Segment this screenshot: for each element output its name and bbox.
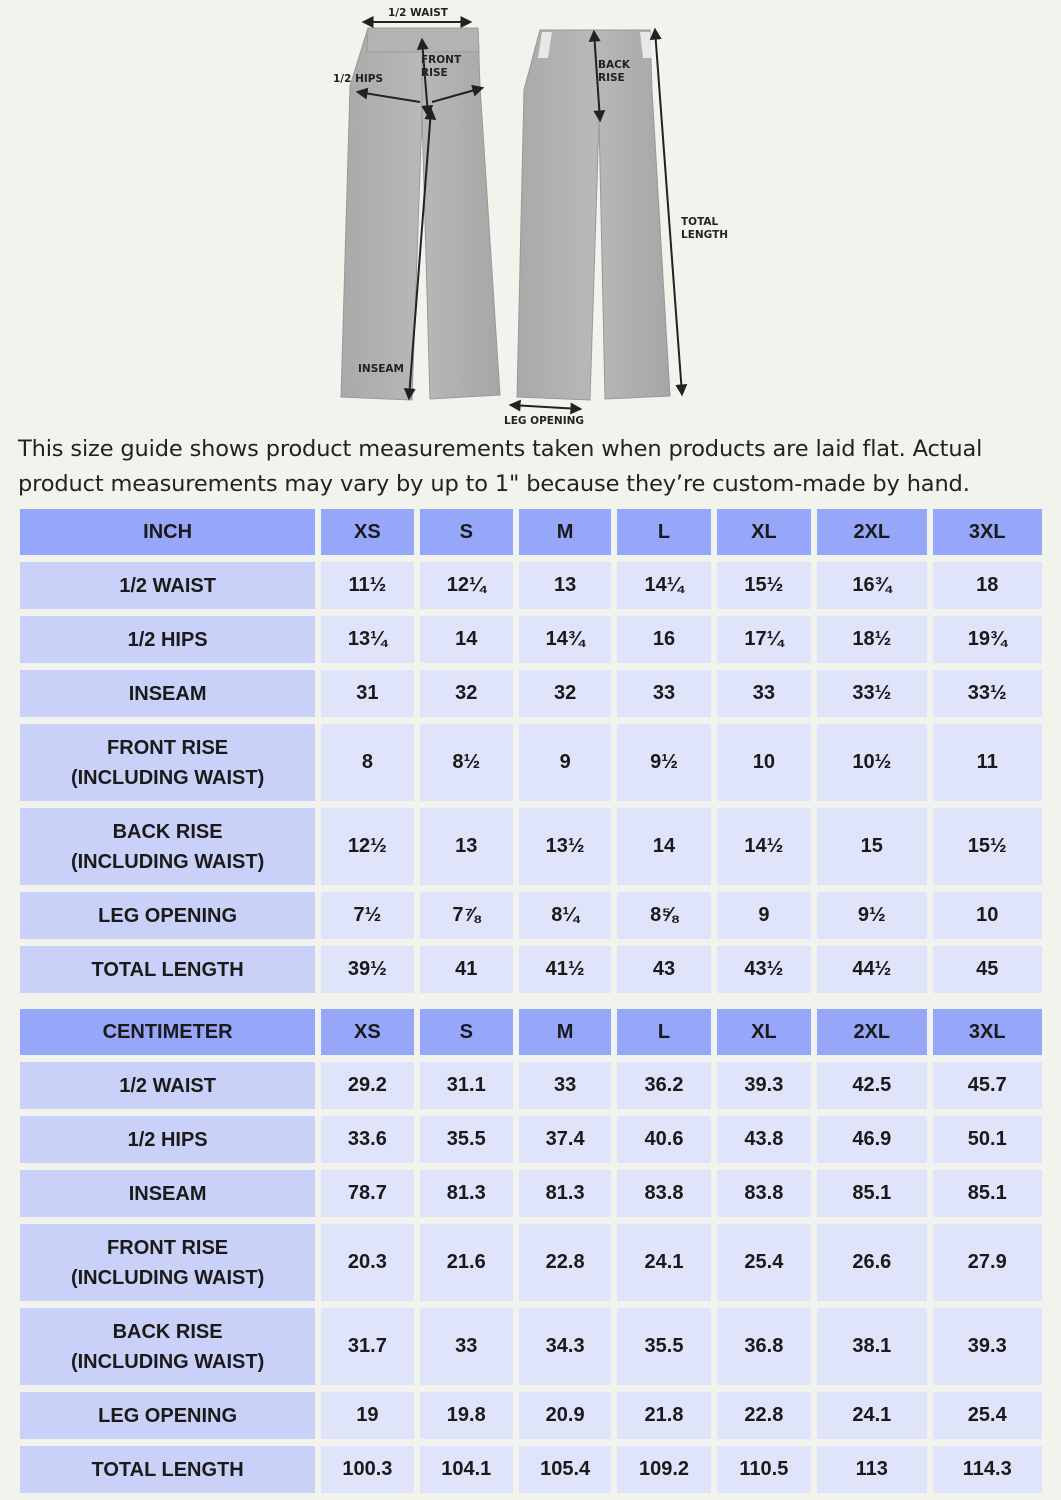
measurement-cell: 33½ [933,670,1042,717]
measurement-cell: 10½ [817,724,926,801]
measurement-cell: 11½ [321,562,413,609]
half-waist-label: 1/2 WAIST [388,7,448,19]
measurement-cell: 50.1 [933,1116,1042,1163]
measurement-cell: 19¾ [933,616,1042,663]
measurement-cell: 33 [717,670,811,717]
measurement-cell: 8¼ [519,892,611,939]
measurement-cell: 10 [933,892,1042,939]
measurement-cell: 9 [717,892,811,939]
measurement-cell: 27.9 [933,1224,1042,1301]
measurement-cell: 43 [617,946,710,993]
row-label: BACK RISE (INCLUDING WAIST) [20,1308,315,1385]
measurement-cell: 19.8 [420,1392,513,1439]
measurement-cell: 29.2 [321,1062,413,1109]
measurement-cell: 43.8 [717,1116,811,1163]
measurement-cell: 7⅞ [420,892,513,939]
measurement-cell: 110.5 [717,1446,811,1493]
row-label: BACK RISE (INCLUDING WAIST) [20,808,315,885]
measurement-cell: 45 [933,946,1042,993]
row-label: 1/2 WAIST [20,562,315,609]
row-label: 1/2 HIPS [20,1116,315,1163]
table-row [20,892,1042,939]
measurement-cell: 109.2 [617,1446,710,1493]
back-rise-label: BACK RISE [598,59,630,84]
size-header: 2XL [817,509,926,555]
size-header: L [617,509,710,555]
size-header: 2XL [817,1009,926,1055]
measurement-cell: 13 [519,562,611,609]
size-header: S [420,1009,513,1055]
measurement-cell: 21.8 [617,1392,710,1439]
measurement-cell: 15 [817,808,926,885]
table-row [20,1062,1042,1109]
size-header: M [519,509,611,555]
measurement-cell: 85.1 [817,1170,926,1217]
size-header: XL [717,1009,811,1055]
table-row [20,1308,1042,1385]
measurement-cell: 81.3 [420,1170,513,1217]
measurement-cell: 33½ [817,670,926,717]
measurement-cell: 7½ [321,892,413,939]
measurement-cell: 14½ [717,808,811,885]
measurement-cell: 113 [817,1446,926,1493]
measurement-cell: 36.2 [617,1062,710,1109]
table-row [20,1224,1042,1301]
measurement-cell: 36.8 [717,1308,811,1385]
inseam-label: INSEAM [358,363,405,375]
measurement-cell: 31.7 [321,1308,413,1385]
measurement-cell: 41 [420,946,513,993]
back-pants-shape [517,30,670,400]
measurement-cell: 85.1 [933,1170,1042,1217]
table-row [20,724,1042,801]
measurement-cell: 14 [420,616,513,663]
measurement-cell: 31 [321,670,413,717]
measurement-cell: 83.8 [717,1170,811,1217]
row-label: TOTAL LENGTH [20,1446,315,1493]
measurement-cell: 33.6 [321,1116,413,1163]
measurement-cell: 21.6 [420,1224,513,1301]
measurement-cell: 8½ [420,724,513,801]
measurement-cell: 45.7 [933,1062,1042,1109]
measurement-cell: 18 [933,562,1042,609]
size-header: M [519,1009,611,1055]
row-label: FRONT RISE (INCLUDING WAIST) [20,1224,315,1301]
measurement-cell: 15½ [717,562,811,609]
table-row [20,616,1042,663]
measurement-cell: 40.6 [617,1116,710,1163]
measurement-cell: 33 [420,1308,513,1385]
measurement-cell: 13½ [519,808,611,885]
pants-illustration [0,0,1061,432]
row-label: LEG OPENING [20,892,315,939]
measurement-cell: 39.3 [933,1308,1042,1385]
table-row [20,808,1042,885]
measurement-cell: 37.4 [519,1116,611,1163]
measurement-cell: 10 [717,724,811,801]
measurement-cell: 11 [933,724,1042,801]
measurement-cell: 18½ [817,616,926,663]
header-row [20,509,1042,555]
table-row [20,946,1042,993]
measurement-cell: 31.1 [420,1062,513,1109]
size-header: L [617,1009,710,1055]
measurement-cell: 9½ [817,892,926,939]
row-label: INSEAM [20,1170,315,1217]
measurement-cell: 42.5 [817,1062,926,1109]
measurement-cell: 16 [617,616,710,663]
measurement-cell: 9 [519,724,611,801]
row-label: 1/2 WAIST [20,1062,315,1109]
inch-table-body [20,562,1042,993]
measurement-cell: 78.7 [321,1170,413,1217]
measurement-cell: 33 [617,670,710,717]
measurement-cell: 14 [617,808,710,885]
table-row [20,562,1042,609]
measurement-cell: 35.5 [420,1116,513,1163]
measurement-cell: 44½ [817,946,926,993]
total-length-label: TOTAL LENGTH [681,216,729,241]
measurement-cell: 19 [321,1392,413,1439]
measurement-cell: 32 [519,670,611,717]
measurement-cell: 81.3 [519,1170,611,1217]
header-row [20,1009,1042,1055]
table-row [20,1392,1042,1439]
measurement-cell: 105.4 [519,1446,611,1493]
row-label: INSEAM [20,670,315,717]
measurement-cell: 25.4 [933,1392,1042,1439]
size-header: XS [321,1009,413,1055]
measurement-cell: 100.3 [321,1446,413,1493]
measurement-cell: 26.6 [817,1224,926,1301]
measurement-cell: 24.1 [817,1392,926,1439]
measurement-cell: 17¼ [717,616,811,663]
measurement-cell: 39.3 [717,1062,811,1109]
table-row [20,670,1042,717]
measurement-cell: 46.9 [817,1116,926,1163]
measurement-cell: 9½ [617,724,710,801]
measurement-cell: 14¾ [519,616,611,663]
measurement-cell: 20.3 [321,1224,413,1301]
measurement-cell: 13¼ [321,616,413,663]
measurement-cell: 35.5 [617,1308,710,1385]
measurement-cell: 83.8 [617,1170,710,1217]
measurement-cell: 38.1 [817,1308,926,1385]
row-label: LEG OPENING [20,1392,315,1439]
measurement-cell: 24.1 [617,1224,710,1301]
measurement-cell: 43½ [717,946,811,993]
table-row [20,1116,1042,1163]
row-label: FRONT RISE (INCLUDING WAIST) [20,724,315,801]
size-header: S [420,509,513,555]
measurement-cell: 104.1 [420,1446,513,1493]
centimeter-table-body [20,1062,1042,1493]
measurement-cell: 39½ [321,946,413,993]
measurement-cell: 22.8 [717,1392,811,1439]
measurement-cell: 12¼ [420,562,513,609]
measurement-cell: 8 [321,724,413,801]
pants-diagram [0,0,1061,432]
measurement-cell: 32 [420,670,513,717]
inch-size-table [14,502,1048,1000]
measurement-cell: 20.9 [519,1392,611,1439]
measurement-cell: 13 [420,808,513,885]
unit-header: CENTIMETER [20,1009,315,1055]
measurement-cell: 8⅝ [617,892,710,939]
measurement-cell: 114.3 [933,1446,1042,1493]
measurement-cell: 16¾ [817,562,926,609]
size-header: 3XL [933,509,1042,555]
measurement-cell: 25.4 [717,1224,811,1301]
size-header: 3XL [933,1009,1042,1055]
size-header: XL [717,509,811,555]
front-rise-label: FRONT RISE [421,54,462,79]
size-guide-note: This size guide shows product measurements taken when products are laid flat. Actual product measurements may vary by up to 1" because they’re custom-made by hand. [18,436,983,497]
measurement-cell: 22.8 [519,1224,611,1301]
measurement-cell: 12½ [321,808,413,885]
measurement-cell: 33 [519,1062,611,1109]
table-row [20,1446,1042,1493]
centimeter-size-table [14,1002,1048,1500]
measurement-cell: 34.3 [519,1308,611,1385]
row-label: TOTAL LENGTH [20,946,315,993]
unit-header: INCH [20,509,315,555]
table-row [20,1170,1042,1217]
leg-opening-label: LEG OPENING [504,415,585,427]
half-hips-label: 1/2 HIPS [333,73,384,85]
measurement-cell: 41½ [519,946,611,993]
row-label: 1/2 HIPS [20,616,315,663]
measurement-cell: 14¼ [617,562,710,609]
measurement-cell: 15½ [933,808,1042,885]
size-header: XS [321,509,413,555]
